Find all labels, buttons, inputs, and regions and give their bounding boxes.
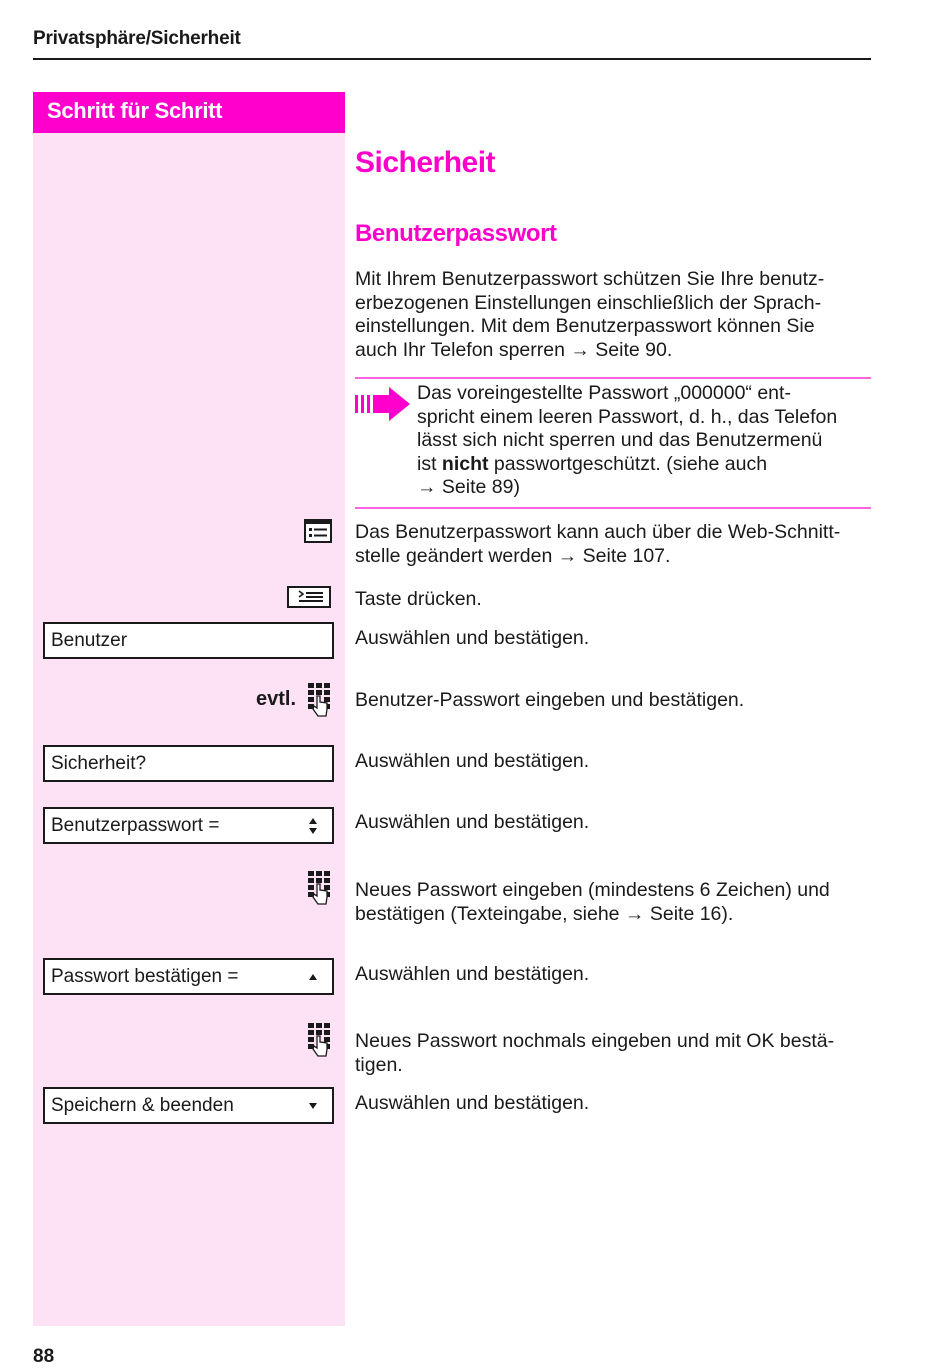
up-arrow-icon [308,972,318,982]
down-arrow-icon [308,1101,318,1111]
step-line: Das Benutzerpasswort kann auch über die Web-Schnitt- [355,521,841,543]
menu-item-benutzer[interactable] [43,622,334,659]
note-line: lässt sich nicht sperren und das Benutzermenü [417,429,823,451]
intro-line: erbezogenen Einstellungen einschließlich der Sprach- [355,291,822,314]
note-text-segment: passwortgeschützt. (siehe auch [488,452,768,475]
running-header: Privatsphäre/Sicherheit [33,28,241,49]
step-line: stelle geändert werden → Seite 107. [355,544,671,567]
menu-item-label: Speichern & beenden [51,1095,234,1116]
step-text: Taste drücken. [355,588,482,610]
keypad-icon[interactable] [307,682,333,725]
sidebar-title: Schritt für Schritt [33,92,345,133]
note-text [417,382,875,500]
step-line: Neues Passwort nochmals eingeben und mit OK bestä- [355,1030,835,1052]
menu-item-speichern-beenden[interactable] [43,1087,334,1124]
step-text [355,521,875,568]
menu-item-passwort-bestaetigen[interactable] [43,958,334,995]
intro-paragraph [355,268,875,362]
note-line: → Seite 89) [417,476,520,498]
menu-item-label: Benutzer [51,630,128,651]
note-emphasis: nicht [441,452,489,475]
note-line: Das voreingestellte Passwort „000000“ ent- [417,382,791,404]
step-text: Auswählen und bestätigen. [355,811,590,833]
web-interface-icon [304,519,332,548]
step-text: Auswählen und bestätigen. [355,627,590,649]
optional-label: evtl. [256,688,297,710]
note-text-segment: ist [417,452,442,475]
step-line: tigen. [355,1053,403,1076]
menu-item-label: Passwort bestätigen = [51,966,239,987]
page-number: 88 [33,1346,55,1367]
note-line [417,453,875,477]
step-text [355,879,875,926]
step-text: Benutzer-Passwort eingeben und bestätigen. [355,689,745,711]
up-down-arrow-icon [308,817,318,836]
intro-line: Mit Ihrem Benutzerpasswort schützen Sie Ihre benutz- [355,268,825,290]
step-text: Auswählen und bestätigen. [355,750,590,772]
keypad-icon[interactable] [307,1022,333,1065]
intro-line: einstellungen. Mit dem Benutzerpasswort können Sie [355,315,815,337]
note-line: spricht einem leeren Passwort, d. h., das Telefon [417,405,838,428]
subsection-heading: Benutzerpasswort [355,220,557,247]
intro-line: auch Ihr Telefon sperren → Seite 90. [355,338,673,361]
step-line: bestätigen (Texteingabe, siehe → Seite 16). [355,902,734,925]
step-text: Auswählen und bestätigen. [355,1092,590,1114]
step-text [355,1030,875,1077]
menu-key-icon[interactable] [287,586,331,613]
step-sidebar [33,92,345,1326]
header-divider [33,58,871,60]
menu-item-sicherheit[interactable] [43,745,334,782]
menu-item-label: Sicherheit? [51,753,147,774]
note-bottom-rule [355,507,871,509]
menu-item-label: Benutzerpasswort = [51,815,220,836]
menu-item-benutzerpasswort[interactable] [43,807,334,844]
step-line: Neues Passwort eingeben (mindestens 6 Zeichen) und [355,879,830,901]
section-heading: Sicherheit [355,146,496,179]
note-arrow-icon [355,386,411,422]
keypad-icon[interactable] [307,870,333,913]
step-text: Auswählen und bestätigen. [355,963,590,985]
note-top-rule [355,377,871,379]
